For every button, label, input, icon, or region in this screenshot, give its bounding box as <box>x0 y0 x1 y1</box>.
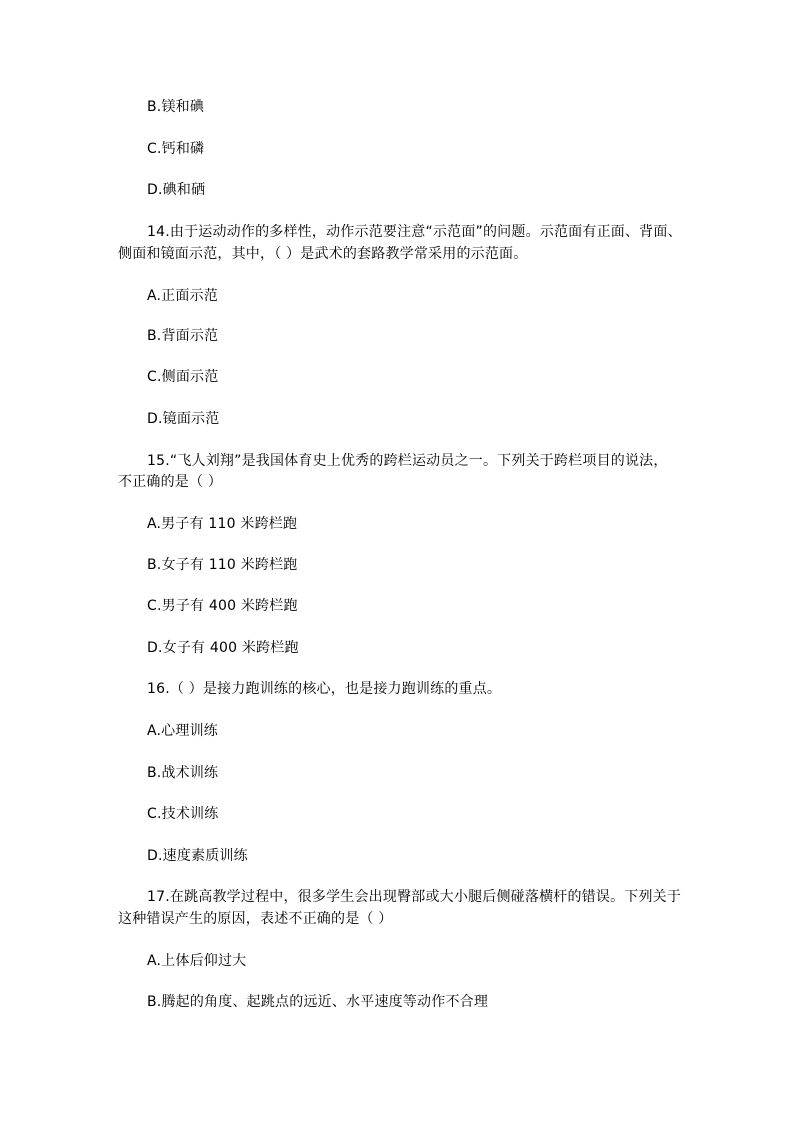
q16-option-c: C.技术训练 <box>147 806 219 822</box>
q14-stem-line-1: 14.由于运动动作的多样性，动作示范要注意“示范面”的问题。示范面有正面、背面、 <box>147 224 682 240</box>
q16-option-d: D.速度素质训练 <box>147 848 248 864</box>
q17-option-b: B.腾起的角度、起跳点的远近、水平速度等动作不合理 <box>147 994 489 1010</box>
q16-option-b: B.战术训练 <box>147 765 219 781</box>
q15-option-a: A.男子有 110 米跨栏跑 <box>147 516 298 532</box>
q14-option-a: A.正面示范 <box>147 288 218 304</box>
q17-stem-line-1: 17.在跳高教学过程中，很多学生会出现臀部或大小腿后侧碰落横杆的错误。下列关于 <box>147 889 682 905</box>
q13-option-b: B.镁和碘 <box>147 99 205 115</box>
q14-option-c: C.侧面示范 <box>147 369 219 385</box>
q15-stem-line-1: 15.“飞人刘翔”是我国体育史上优秀的跨栏运动员之一。下列关于跨栏项目的说法， <box>147 453 668 469</box>
q15-option-d: D.女子有 400 米跨栏跑 <box>147 640 299 656</box>
q13-option-d: D.碘和硒 <box>147 182 206 198</box>
q15-option-c: C.男子有 400 米跨栏跑 <box>147 598 298 614</box>
q17-stem-line-2: 这种错误产生的原因，表述不正确的是（ ） <box>118 911 393 927</box>
q16-option-a: A.心理训练 <box>147 723 218 739</box>
q14-option-d: D.镜面示范 <box>147 411 220 427</box>
q13-option-c: C.钙和磷 <box>147 141 205 157</box>
q16-stem-line-1: 16.（ ）是接力跑训练的核心，也是接力跑训练的重点。 <box>147 681 502 697</box>
q15-option-b: B.女子有 110 米跨栏跑 <box>147 557 298 573</box>
q15-stem-line-2: 不正确的是（ ） <box>118 474 223 490</box>
q14-option-b: B.背面示范 <box>147 328 219 344</box>
q17-option-a: A.上体后仰过大 <box>147 953 247 969</box>
q14-stem-line-2: 侧面和镜面示范，其中，（ ）是武术的套路教学常采用的示范面。 <box>118 246 528 262</box>
